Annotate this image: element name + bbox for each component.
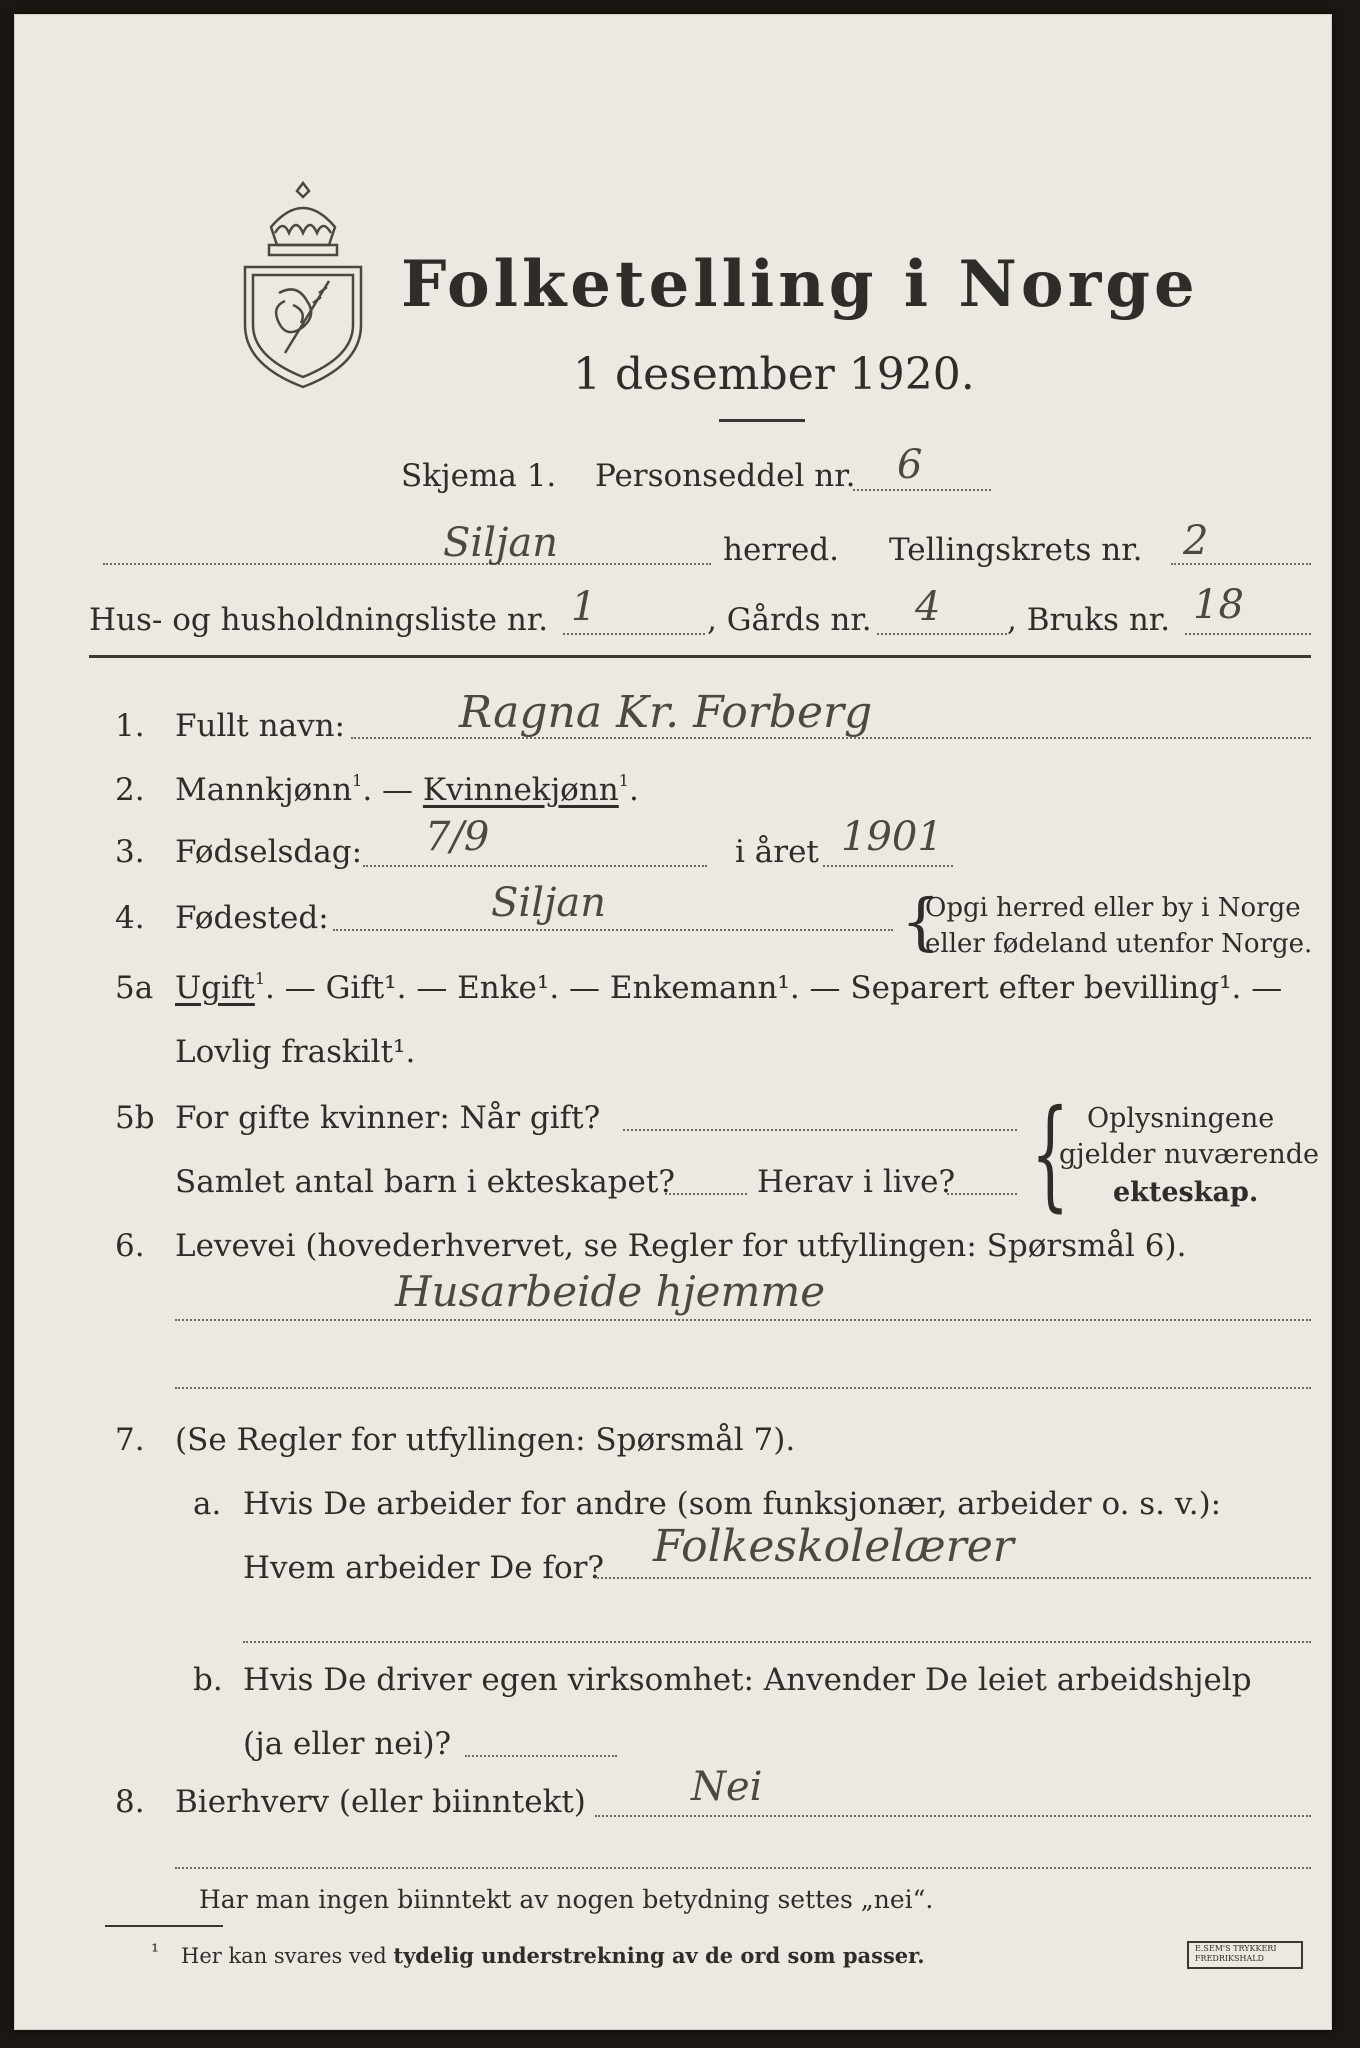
herred-label: herred. — [723, 532, 839, 568]
q1-value: Ragna Kr. Forberg — [459, 687, 873, 738]
herred-line — [103, 563, 711, 565]
bruks-label: , Bruks nr. — [1007, 602, 1171, 638]
personseddel-line — [853, 489, 991, 491]
q5a-ugift: Ugift — [175, 970, 255, 1006]
q5a-line2: Lovlig fraskilt¹. — [175, 1034, 416, 1070]
q7b-line2: (ja eller nei)? — [243, 1726, 452, 1762]
gards-label: , Gårds nr. — [707, 602, 872, 638]
q5b-note2: gjelder nuværende — [1059, 1139, 1319, 1170]
q4-number: 4. — [115, 900, 145, 936]
q4-note-line1: Opgi herred eller by i Norge — [925, 893, 1301, 923]
bruks-line — [1185, 633, 1311, 635]
q7a-line2: Hvem arbeider De for? — [243, 1550, 605, 1586]
footer-divider — [105, 1925, 223, 1927]
q8-dots — [595, 1815, 1311, 1817]
q1-label: Fullt navn: — [175, 708, 345, 744]
personseddel-value: 6 — [897, 442, 923, 488]
schema-label: Skjema 1. — [401, 458, 557, 494]
q5b-herav-dots — [947, 1193, 1017, 1195]
footnote-mark: ¹ — [151, 1939, 160, 1963]
q2-line: Mannkjønn$^1$. — Kvinnekjønn$^1$. — [175, 771, 639, 808]
gards-line — [877, 633, 1007, 635]
q2-male: Mannkjønn — [175, 772, 353, 808]
husliste-value: 1 — [571, 584, 597, 630]
q5b-number: 5b — [115, 1100, 155, 1136]
q3-number: 3. — [115, 834, 145, 870]
q7a-letter: a. — [193, 1486, 222, 1522]
q7b-dots — [465, 1755, 617, 1757]
q5b-note3: ekteskap. — [1113, 1177, 1259, 1208]
census-date: 1 desember 1920. — [573, 349, 975, 400]
bruks-value: 18 — [1193, 582, 1244, 628]
q2-separator: . — — [362, 772, 414, 808]
q8-dots2 — [175, 1867, 1311, 1869]
herred-value: Siljan — [443, 520, 558, 566]
q5b-line1: For gifte kvinner: Når gift? — [175, 1100, 601, 1136]
footnote-pre: Her kan svares ved — [181, 1944, 387, 1968]
personseddel-label: Personseddel nr. — [595, 458, 856, 494]
q5b-line2: Samlet antal barn i ekteskapet? — [175, 1164, 675, 1200]
q5a-rest: . — Gift¹. — Enke¹. — Enkemann¹. — Separert efter bevilling¹. — — [265, 970, 1283, 1006]
q6-label: Levevei (hovederhvervet, se Regler for utfyllingen: Spørsmål 6). — [175, 1228, 1187, 1264]
q3-year-line — [823, 865, 953, 867]
q6-line2 — [175, 1387, 1311, 1389]
census-form — [14, 14, 1332, 2030]
tellingskrets-label: Tellingskrets nr. — [889, 532, 1143, 568]
q7a-value: Folkeskolelærer — [653, 1521, 1014, 1572]
q7b-line1: Hvis De driver egen virksomhet: Anvender De leiet arbeidshjelp — [243, 1662, 1252, 1698]
title-divider — [719, 419, 805, 422]
q8-label: Bierhverv (eller biinntekt) — [175, 1784, 586, 1820]
q5b-line1-dots — [623, 1129, 1017, 1131]
q7a-dots2 — [243, 1641, 1311, 1643]
q6-number: 6. — [115, 1228, 145, 1264]
q8-value: Nei — [691, 1764, 763, 1810]
footnote-text — [181, 1945, 925, 1967]
q2-number: 2. — [115, 772, 145, 808]
q4-note-brace: { — [901, 885, 941, 958]
gards-value: 4 — [915, 584, 941, 630]
q7-number: 7. — [115, 1422, 145, 1458]
q3-label: Fødselsdag: — [175, 834, 363, 870]
q6-line1 — [175, 1319, 1311, 1321]
q7b-letter: b. — [193, 1662, 223, 1698]
q7a-line1: Hvis De arbeider for andre (som funksjonær, arbeider o. s. v.): — [243, 1486, 1222, 1522]
q5b-herav: Herav i live? — [757, 1164, 956, 1200]
q7-label: (Se Regler for utfyllingen: Spørsmål 7). — [175, 1422, 796, 1458]
form-title: Folketelling i Norge — [401, 247, 1199, 322]
q8-number: 8. — [115, 1784, 145, 1820]
q5b-line2-dots — [665, 1193, 747, 1195]
tellingskrets-value: 2 — [1183, 518, 1209, 564]
husliste-line — [563, 633, 705, 635]
header-divider — [89, 655, 1311, 658]
husliste-label: Hus- og husholdningsliste nr. — [89, 602, 549, 638]
q2-end: . — [628, 772, 639, 808]
q7a-dots — [597, 1577, 1311, 1579]
footnote-bold: tydelig understrekning av de ord som passer. — [393, 1943, 925, 1968]
q5a-line1: Ugift$^1$. — Gift¹. — Enke¹. — Enkemann¹. — Separert efter bevilling¹. — — [175, 969, 1283, 1006]
printer-stamp-line1: E.SEM'S TRYKKERI — [1195, 1944, 1277, 1953]
q5b-note1: Oplysningene — [1087, 1103, 1275, 1134]
q3-value: 7/9 — [425, 814, 490, 860]
q1-number: 1. — [115, 708, 145, 744]
q6-value: Husarbeide hjemme — [395, 1267, 826, 1316]
footer-note: Har man ingen biinntekt av nogen betydning settes „nei“. — [199, 1885, 934, 1914]
q4-value: Siljan — [491, 880, 606, 926]
q4-note-line2: eller fødeland utenfor Norge. — [925, 929, 1313, 959]
q3-line — [363, 865, 707, 867]
q4-line — [333, 929, 893, 931]
q3-year-value: 1901 — [841, 814, 943, 860]
printer-stamp — [1187, 1941, 1303, 1969]
q3-year-label: i året — [735, 834, 819, 870]
printer-stamp-line2: FREDRIKSHALD — [1195, 1954, 1264, 1963]
coat-of-arms-icon — [233, 175, 373, 390]
q2-female: Kvinnekjønn — [422, 772, 619, 808]
q5a-number: 5a — [115, 970, 154, 1006]
q5b-note-brace: { — [1031, 1085, 1070, 1224]
q4-label: Fødested: — [175, 900, 329, 936]
